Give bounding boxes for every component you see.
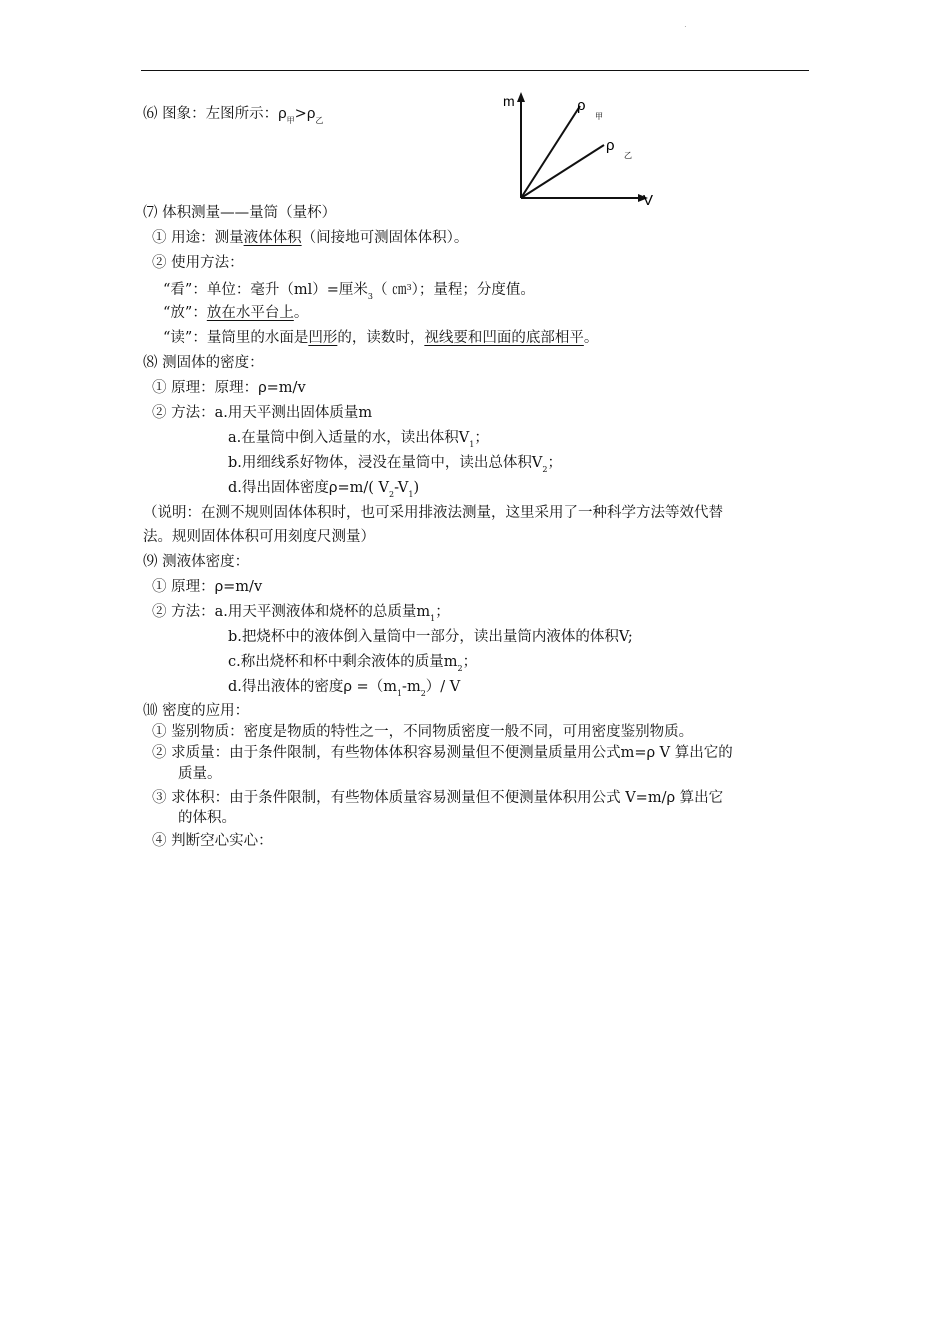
x-axis-label: V (643, 192, 654, 209)
step-d-mid: =（m (351, 679, 397, 695)
step-d-end: ）/ V (425, 679, 461, 695)
line-yi-label: ρ (606, 137, 615, 154)
step-d-mid: =m/( V (337, 480, 389, 496)
section-8-principle (152, 378, 306, 398)
subscript-yi: 乙 (315, 116, 324, 125)
step-d-minus: -m (402, 679, 421, 695)
principle-formula: =m/v (266, 380, 306, 396)
method-end: ； (435, 604, 450, 620)
put-suffix: 。 (293, 305, 309, 321)
section-9-step-c (228, 652, 477, 679)
section-10-item-3-cont: 的体积。 (178, 810, 236, 826)
section-9-step-b: b.把烧杯中的液体倒入量筒中一部分，读出量筒内液体的体积V; (228, 629, 633, 645)
put-prefix: “放”： (163, 305, 207, 321)
step-b-text: b.用细线系好物体，浸没在量筒中，读出总体积V (228, 455, 543, 471)
section-6-prefix: ⑹ 图象：左图所示： (143, 106, 279, 122)
header-mark: · (684, 22, 687, 31)
subscript-jia: 甲 (286, 116, 295, 125)
section-10-item-4: ④ 判断空心实心： (152, 833, 273, 849)
rho-symbol: ρ (258, 379, 267, 396)
method-prefix: ② 方法：a.用天平测液体和烧杯的总质量m (152, 604, 431, 620)
item-3-prefix: ③ 求体积：由于条件限制，有些物体质量容易测量但不便测量体积用公式 V=m/ (152, 790, 667, 806)
step-d-prefix: d.得出液体的密度 (228, 679, 344, 695)
section-10-item-3 (152, 788, 723, 808)
section-9-step-d (228, 677, 460, 704)
use-prefix: ① 用途：测量 (152, 230, 244, 246)
section-9-principle (152, 577, 262, 597)
rho-symbol: ρ (278, 105, 287, 122)
section-6-line (143, 104, 323, 131)
section-7-put (163, 303, 308, 323)
section-9-title: ⑼ 测液体密度： (143, 554, 250, 570)
section-7-method: ② 使用方法： (152, 255, 244, 271)
line-jia (521, 106, 580, 198)
principle-prefix: ① 原理： (152, 579, 215, 595)
section-8-note-2: 法。规则固体体积可用刻度尺测量） (143, 529, 375, 545)
read-underlined-1: 凹形 (308, 330, 338, 346)
rho-symbol: ρ (666, 789, 676, 806)
section-10-title: ⑽ 密度的应用： (143, 703, 250, 719)
rho-symbol: ρ (214, 578, 224, 595)
section-8-title: ⑻ 测固体的密度： (143, 355, 264, 371)
use-underlined: 液体体积 (243, 230, 302, 246)
section-9-method (152, 602, 450, 629)
header-rule (141, 70, 809, 71)
section-8-step-a (228, 428, 489, 455)
line-yi-sub: 乙 (624, 151, 632, 160)
section-10-item-2 (152, 743, 733, 763)
principle-formula: =m/v (223, 579, 263, 595)
section-7-use (152, 228, 468, 248)
step-c-sub: 2 (457, 664, 463, 673)
greater-than: > (294, 106, 307, 122)
step-d-sub1: 1 (396, 689, 403, 698)
read-underlined-2: 视线要和凹面的底部相平 (424, 330, 584, 346)
step-b-end: ； (547, 455, 562, 471)
put-underlined: 放在水平台上 (206, 305, 294, 321)
principle-prefix: ① 原理：原理： (152, 380, 259, 396)
look-mid: （ ㎝ (372, 282, 407, 298)
section-8-note-1: （说明：在测不规则固体体积时，也可采用排液法测量，这里采用了一种科学方法等效代替 (143, 505, 723, 521)
read-mid: 的，读数时， (337, 330, 425, 346)
look-suffix: ）；量程；分度值。 (411, 282, 535, 298)
line-jia-sub: 甲 (595, 112, 603, 121)
line-yi (521, 145, 604, 198)
line-jia-label: ρ (577, 97, 586, 114)
step-d-sub2: 2 (388, 490, 395, 499)
method-sub: 1 (430, 614, 436, 623)
step-c-text: c.称出烧杯和杯中剩余液体的质量m (228, 654, 458, 670)
look-prefix: “看”：单位：毫升（ml）=厘米 (163, 282, 368, 298)
step-a-end: ； (474, 430, 489, 446)
step-b-sub: 2 (542, 465, 548, 474)
y-axis-arrow (517, 92, 525, 102)
step-d-end: ) (413, 480, 420, 496)
step-d-minus: -V (394, 480, 409, 496)
step-a-sub: 1 (469, 440, 475, 449)
section-8-step-b (228, 453, 562, 480)
rho-symbol: ρ (328, 479, 338, 496)
rho-symbol: ρ (646, 744, 656, 761)
read-suffix: 。 (583, 330, 599, 346)
section-8-step-d (228, 478, 419, 505)
y-axis-label: m (503, 93, 515, 109)
section-10-item-1: ① 鉴别物质：密度是物质的特性之一，不同物质密度一般不同，可用密度鉴别物质。 (152, 724, 694, 740)
rho-symbol: ρ (306, 105, 316, 122)
density-graph (500, 88, 660, 210)
step-d-sub2: 2 (420, 689, 426, 698)
item-2-prefix: ② 求质量：由于条件限制，有些物体体积容易测量但不便测量质量用公式m= (152, 745, 647, 761)
item-2-suffix: V 算出它的 (655, 745, 733, 761)
look-sup: 3 (367, 292, 373, 301)
section-8-method: ② 方法：a.用天平测出固体质量m (152, 405, 373, 421)
item-3-suffix: 算出它 (675, 790, 724, 806)
step-d-prefix: d.得出固体密度 (228, 480, 329, 496)
look-sup2: 3 (406, 283, 412, 292)
step-c-end: ； (462, 654, 478, 670)
rho-symbol: ρ (343, 678, 352, 695)
step-d-sub1: 1 (408, 490, 414, 499)
section-10-item-2-cont: 质量。 (178, 766, 222, 782)
step-a-text: a.在量筒中倒入适量的水，读出体积V (228, 430, 470, 446)
use-suffix: （间接地可测固体体积）。 (301, 230, 469, 246)
section-7-read (163, 328, 598, 348)
section-7-title: ⑺ 体积测量——量筒（量杯） (143, 205, 337, 221)
read-prefix: “读”：量筒里的水面是 (163, 330, 309, 346)
